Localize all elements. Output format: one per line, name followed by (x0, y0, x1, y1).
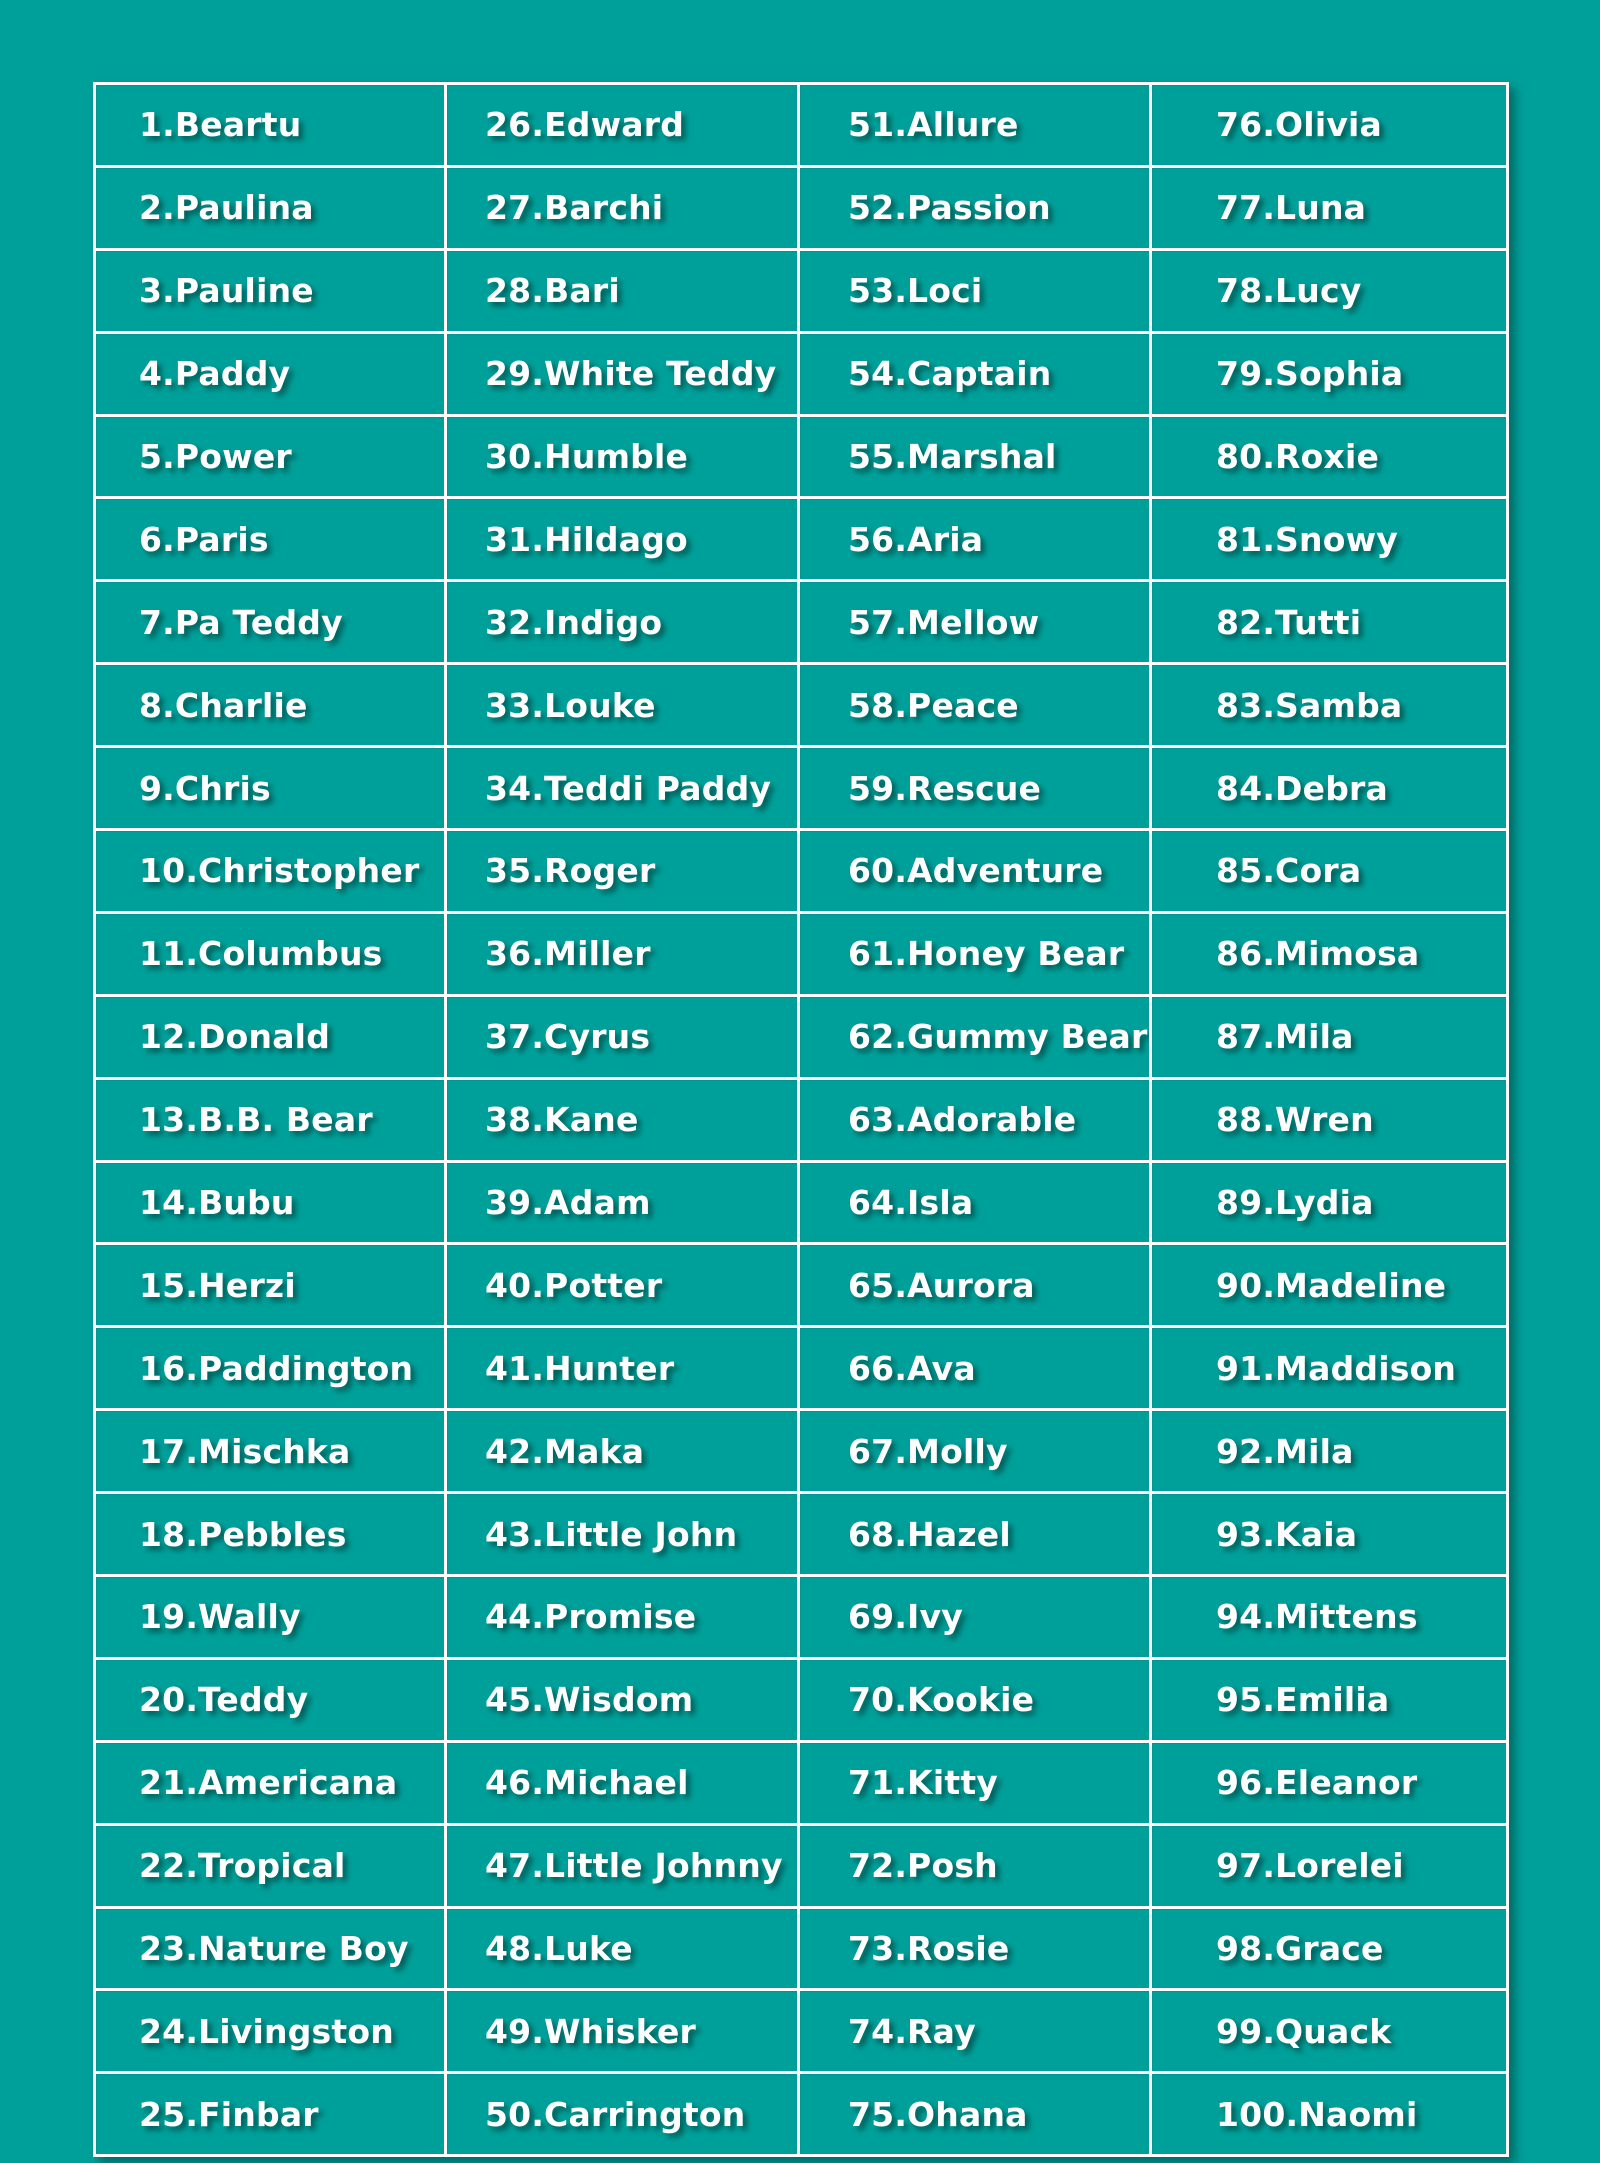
table-row (95, 1078, 1508, 1161)
name-cell: 3.Pauline (95, 249, 446, 332)
name-cell: 86.Mimosa (1151, 912, 1508, 995)
name-cell: 31.Hildago (446, 498, 799, 581)
name-cell: 24.Livingston (95, 1990, 446, 2073)
name-cell: 65.Aurora (799, 1244, 1151, 1327)
table-row (95, 664, 1508, 747)
name-cell: 55.Marshal (799, 415, 1151, 498)
name-cell: 74.Ray (799, 1990, 1151, 2073)
name-cell: 41.Hunter (446, 1327, 799, 1410)
name-cell: 45.Wisdom (446, 1658, 799, 1741)
name-cell: 91.Maddison (1151, 1327, 1508, 1410)
name-cell: 67.Molly (799, 1410, 1151, 1493)
name-cell: 36.Miller (446, 912, 799, 995)
name-cell: 6.Paris (95, 498, 446, 581)
name-cell: 75.Ohana (799, 2073, 1151, 2156)
bear-names-table (93, 82, 1509, 2157)
name-cell: 37.Cyrus (446, 995, 799, 1078)
name-cell: 80.Roxie (1151, 415, 1508, 498)
name-cell: 57.Mellow (799, 581, 1151, 664)
name-cell: 26.Edward (446, 84, 799, 167)
table-row (95, 249, 1508, 332)
table-row (95, 1493, 1508, 1576)
name-cell: 8.Charlie (95, 664, 446, 747)
name-cell: 10.Christopher (95, 830, 446, 913)
name-cell: 42.Maka (446, 1410, 799, 1493)
names-table-body (95, 84, 1508, 2156)
name-cell: 12.Donald (95, 995, 446, 1078)
table-row (95, 332, 1508, 415)
name-cell: 69.Ivy (799, 1576, 1151, 1659)
name-cell: 46.Michael (446, 1741, 799, 1824)
name-cell: 14.Bubu (95, 1161, 446, 1244)
table-row (95, 2073, 1508, 2156)
name-cell: 87.Mila (1151, 995, 1508, 1078)
name-cell: 13.B.B. Bear (95, 1078, 446, 1161)
name-cell: 16.Paddington (95, 1327, 446, 1410)
table-row (95, 1824, 1508, 1907)
name-cell: 28.Bari (446, 249, 799, 332)
name-cell: 2.Paulina (95, 166, 446, 249)
name-cell: 95.Emilia (1151, 1658, 1508, 1741)
name-cell: 79.Sophia (1151, 332, 1508, 415)
table-row (95, 1576, 1508, 1659)
name-cell: 29.White Teddy (446, 332, 799, 415)
name-cell: 47.Little Johnny (446, 1824, 799, 1907)
name-cell: 70.Kookie (799, 1658, 1151, 1741)
table-row (95, 912, 1508, 995)
name-cell: 48.Luke (446, 1907, 799, 1990)
name-cell: 72.Posh (799, 1824, 1151, 1907)
name-cell: 59.Rescue (799, 747, 1151, 830)
table-row (95, 1410, 1508, 1493)
name-cell: 89.Lydia (1151, 1161, 1508, 1244)
table-row (95, 166, 1508, 249)
name-cell: 85.Cora (1151, 830, 1508, 913)
name-cell: 60.Adventure (799, 830, 1151, 913)
name-cell: 43.Little John (446, 1493, 799, 1576)
table-row (95, 1907, 1508, 1990)
name-cell: 58.Peace (799, 664, 1151, 747)
name-cell: 39.Adam (446, 1161, 799, 1244)
name-cell: 84.Debra (1151, 747, 1508, 830)
name-cell: 20.Teddy (95, 1658, 446, 1741)
name-cell: 32.Indigo (446, 581, 799, 664)
name-cell: 99.Quack (1151, 1990, 1508, 2073)
table-row (95, 581, 1508, 664)
name-cell: 62.Gummy Bear (799, 995, 1151, 1078)
table-row (95, 498, 1508, 581)
name-cell: 92.Mila (1151, 1410, 1508, 1493)
name-cell: 50.Carrington (446, 2073, 799, 2156)
name-cell: 73.Rosie (799, 1907, 1151, 1990)
name-cell: 76.Olivia (1151, 84, 1508, 167)
name-cell: 68.Hazel (799, 1493, 1151, 1576)
table-row (95, 1161, 1508, 1244)
table-row (95, 1658, 1508, 1741)
name-cell: 78.Lucy (1151, 249, 1508, 332)
name-cell: 18.Pebbles (95, 1493, 446, 1576)
table-row (95, 747, 1508, 830)
name-cell: 40.Potter (446, 1244, 799, 1327)
table-row (95, 415, 1508, 498)
name-cell: 71.Kitty (799, 1741, 1151, 1824)
name-cell: 22.Tropical (95, 1824, 446, 1907)
name-cell: 88.Wren (1151, 1078, 1508, 1161)
name-cell: 83.Samba (1151, 664, 1508, 747)
name-cell: 51.Allure (799, 84, 1151, 167)
name-cell: 15.Herzi (95, 1244, 446, 1327)
name-cell: 54.Captain (799, 332, 1151, 415)
table-row (95, 830, 1508, 913)
table-row (95, 995, 1508, 1078)
name-cell: 98.Grace (1151, 1907, 1508, 1990)
name-cell: 97.Lorelei (1151, 1824, 1508, 1907)
name-cell: 63.Adorable (799, 1078, 1151, 1161)
table-row (95, 1741, 1508, 1824)
name-cell: 25.Finbar (95, 2073, 446, 2156)
name-cell: 64.Isla (799, 1161, 1151, 1244)
name-cell: 27.Barchi (446, 166, 799, 249)
table-row (95, 1327, 1508, 1410)
name-cell: 52.Passion (799, 166, 1151, 249)
name-cell: 4.Paddy (95, 332, 446, 415)
name-cell: 38.Kane (446, 1078, 799, 1161)
name-cell: 33.Louke (446, 664, 799, 747)
name-cell: 34.Teddi Paddy (446, 747, 799, 830)
table-row (95, 1244, 1508, 1327)
name-cell: 53.Loci (799, 249, 1151, 332)
name-cell: 49.Whisker (446, 1990, 799, 2073)
name-cell: 23.Nature Boy (95, 1907, 446, 1990)
name-cell: 44.Promise (446, 1576, 799, 1659)
name-cell: 66.Ava (799, 1327, 1151, 1410)
table-row (95, 84, 1508, 167)
name-cell: 90.Madeline (1151, 1244, 1508, 1327)
name-cell: 11.Columbus (95, 912, 446, 995)
name-cell: 56.Aria (799, 498, 1151, 581)
name-cell: 1.Beartu (95, 84, 446, 167)
name-cell: 35.Roger (446, 830, 799, 913)
name-cell: 5.Power (95, 415, 446, 498)
name-cell: 61.Honey Bear (799, 912, 1151, 995)
name-cell: 100.Naomi (1151, 2073, 1508, 2156)
name-cell: 30.Humble (446, 415, 799, 498)
name-cell: 7.Pa Teddy (95, 581, 446, 664)
name-cell: 93.Kaia (1151, 1493, 1508, 1576)
name-cell: 9.Chris (95, 747, 446, 830)
name-cell: 19.Wally (95, 1576, 446, 1659)
name-cell: 17.Mischka (95, 1410, 446, 1493)
name-cell: 94.Mittens (1151, 1576, 1508, 1659)
name-cell: 81.Snowy (1151, 498, 1508, 581)
name-cell: 77.Luna (1151, 166, 1508, 249)
name-cell: 82.Tutti (1151, 581, 1508, 664)
name-cell: 96.Eleanor (1151, 1741, 1508, 1824)
name-cell: 21.Americana (95, 1741, 446, 1824)
table-row (95, 1990, 1508, 2073)
